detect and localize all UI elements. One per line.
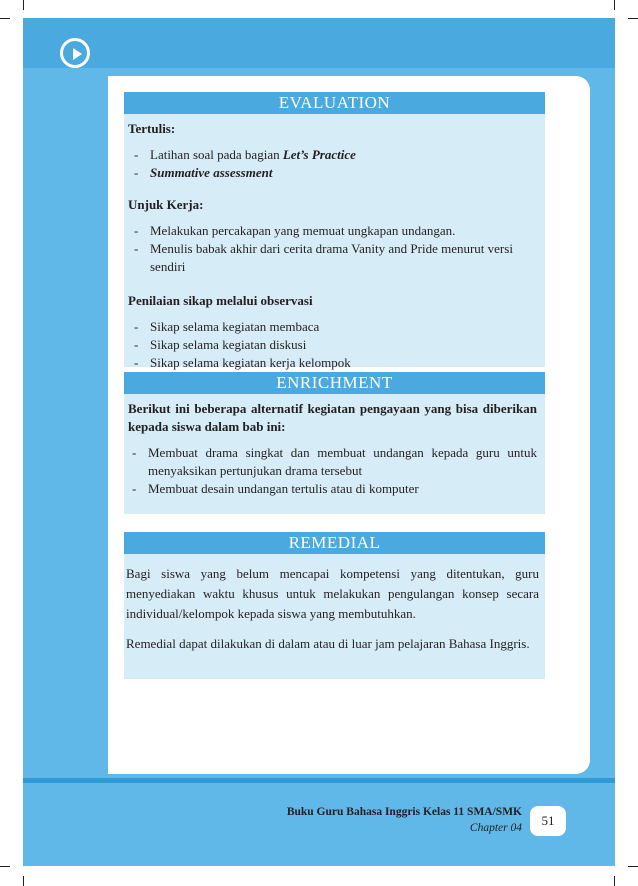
footer-book-title: Buku Guru Bahasa Inggris Kelas 11 SMA/SMK [286, 806, 522, 818]
attitude-heading: Penilaian sikap melalui observasi [128, 293, 313, 308]
bottom-strip [23, 778, 615, 783]
list-item: - Latihan soal pada bagian Let’s Practice [128, 146, 537, 164]
written-heading: Tertulis: [128, 121, 176, 136]
crop-mark [614, 0, 615, 10]
enrichment-heading: ENRICHMENT [124, 372, 545, 394]
enrichment-intro: Berikut ini beberapa alternatif kegiatan pengayaan yang bisa diberikan kepada siswa dalam bab ini: [128, 401, 537, 434]
crop-mark [0, 866, 10, 867]
list-item: - Melakukan percakapan yang memuat ungkapan undangan. [128, 222, 537, 240]
remedial-heading: REMEDIAL [124, 532, 545, 554]
enrichment-list [126, 444, 537, 498]
crop-mark [23, 876, 24, 886]
performance-list [128, 222, 537, 276]
evaluation-panel [124, 114, 545, 370]
list-item: - Membuat drama singkat dan membuat undangan kepada guru untuk menyaksikan pertunjukan drama tersebut [126, 444, 537, 480]
remedial-paragraph: Remedial dapat dilakukan di dalam atau di luar jam pelajaran Bahasa Inggris. [126, 636, 530, 651]
enrichment-panel [124, 394, 545, 514]
list-item: - Sikap selama kegiatan kerja kelompok [128, 354, 537, 372]
page-header-band [23, 18, 615, 68]
list-item: - Sikap selama kegiatan diskusi [128, 336, 537, 354]
list-item: - Sikap selama kegiatan membaca [128, 318, 537, 336]
crop-mark [0, 18, 10, 19]
remedial-panel [124, 554, 545, 679]
list-item: - Membuat desain undangan tertulis atau di komputer [126, 480, 537, 498]
list-item: - Summative assessment [128, 164, 537, 182]
crop-mark [628, 18, 638, 19]
crop-mark [23, 0, 24, 10]
remedial-paragraph: Bagi siswa yang belum mencapai kompetensi yang ditentukan, guru menyediakan waktu khusus untuk melakukan pengulangan konsep secara individual/kelompok kepada siswa yang membutuhkan. [126, 566, 539, 621]
play-icon[interactable] [60, 38, 90, 68]
crop-mark [614, 876, 615, 886]
page-number: 51 [530, 806, 566, 836]
attitude-list [128, 318, 537, 372]
performance-heading: Unjuk Kerja: [128, 197, 204, 212]
written-list [128, 146, 537, 182]
evaluation-heading: EVALUATION [124, 92, 545, 114]
footer-chapter: Chapter 04 [469, 822, 522, 834]
list-item: - Menulis babak akhir dari cerita drama Vanity and Pride menurut versi sendiri [128, 240, 537, 276]
crop-mark [628, 866, 638, 867]
